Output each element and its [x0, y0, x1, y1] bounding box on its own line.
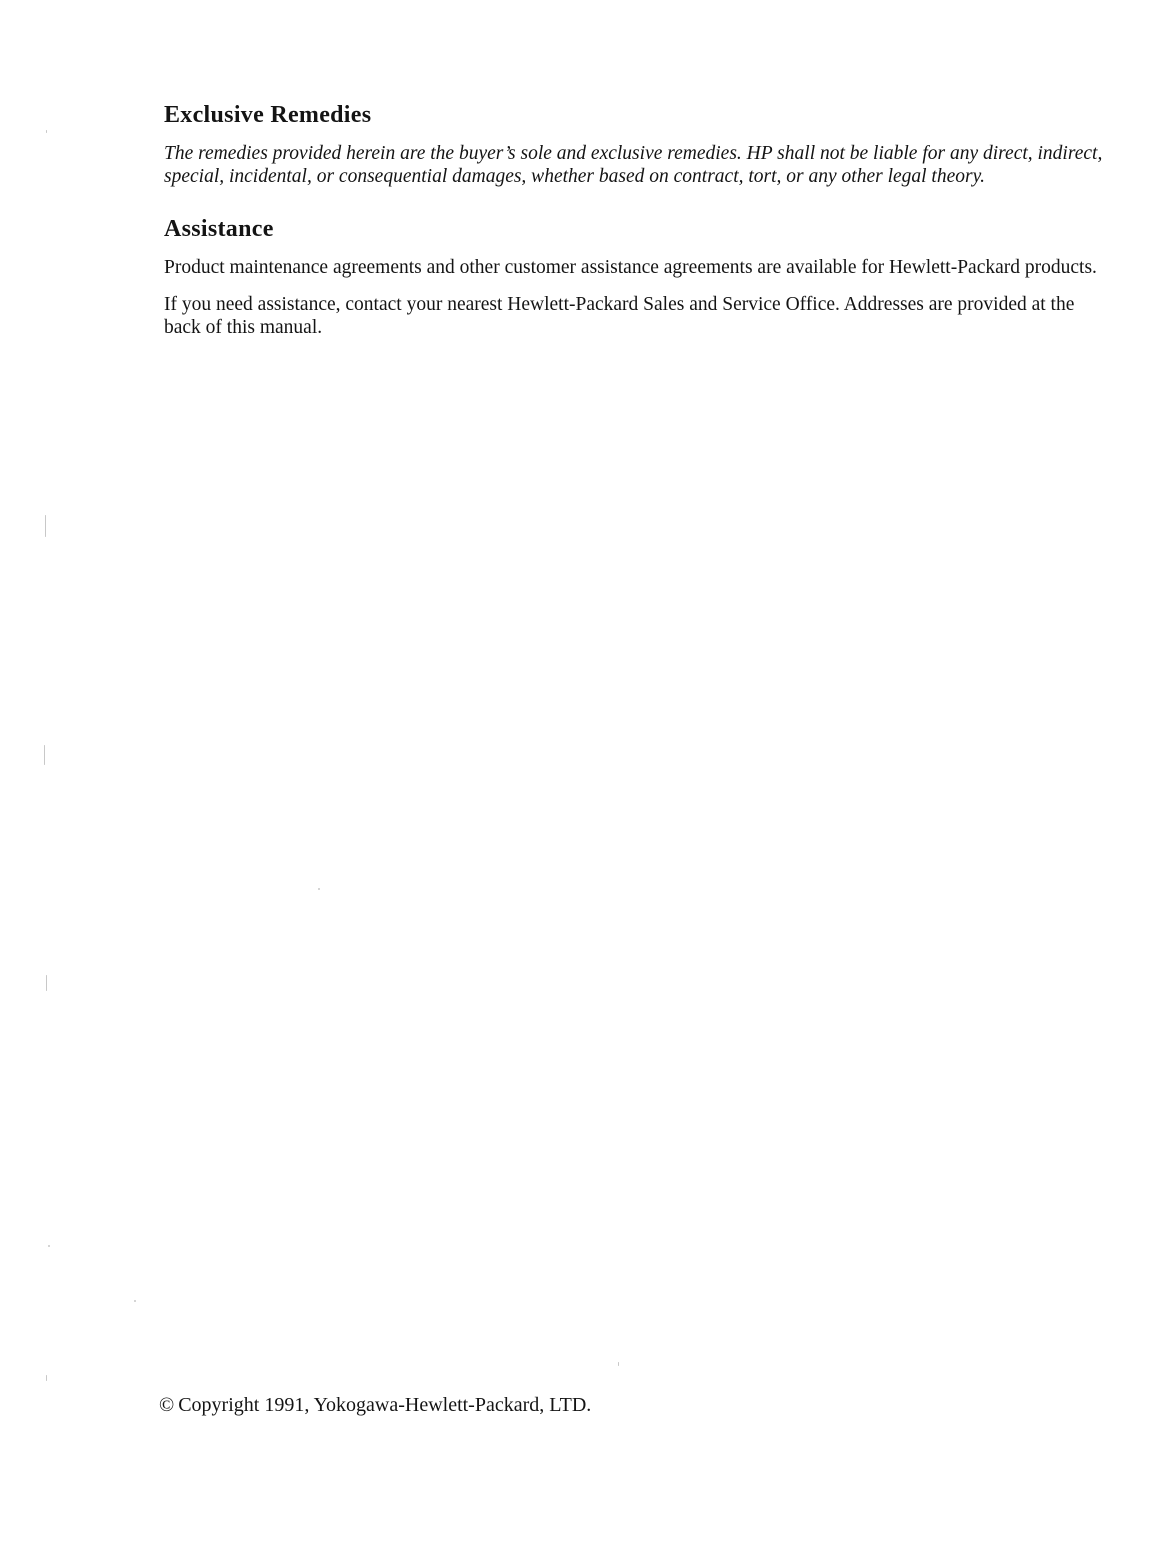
scan-speck: [46, 975, 47, 991]
scan-speck: [48, 1245, 50, 1247]
exclusive-remedies-heading: Exclusive Remedies: [164, 102, 372, 128]
scan-speck: [618, 1362, 619, 1366]
copyright-notice: [159, 1393, 591, 1417]
assistance-heading: Assistance: [164, 216, 274, 242]
scan-speck: [46, 1375, 47, 1381]
assistance-section: [164, 214, 1104, 339]
copyright-symbol: ©: [159, 1394, 175, 1416]
assistance-paragraph-maintenance: Product maintenance agreements and other customer assistance agreements are available for Hewlett-Packard products.: [164, 257, 1097, 278]
exclusive-remedies-text: The remedies provided herein are the buyer’s sole and exclusive remedies. HP shall not be liable for any direct, indirect, special, incidental, or consequential damages, whether based on contract, tort, or any other legal theory.: [164, 143, 1103, 187]
scan-speck: [44, 745, 45, 765]
scan-speck: [134, 1300, 136, 1302]
scan-speck: [46, 130, 47, 133]
exclusive-remedies-section: [164, 100, 1104, 188]
page-content: [164, 100, 1104, 365]
scan-speck: [318, 888, 320, 890]
scan-speck: [45, 515, 46, 537]
copyright-text: Copyright 1991, Yokogawa-Hewlett-Packard, LTD.: [178, 1394, 592, 1416]
assistance-paragraph-contact: If you need assistance, contact your nearest Hewlett-Packard Sales and Service Office. Addresses are provided at the back of this manual.: [164, 294, 1075, 338]
